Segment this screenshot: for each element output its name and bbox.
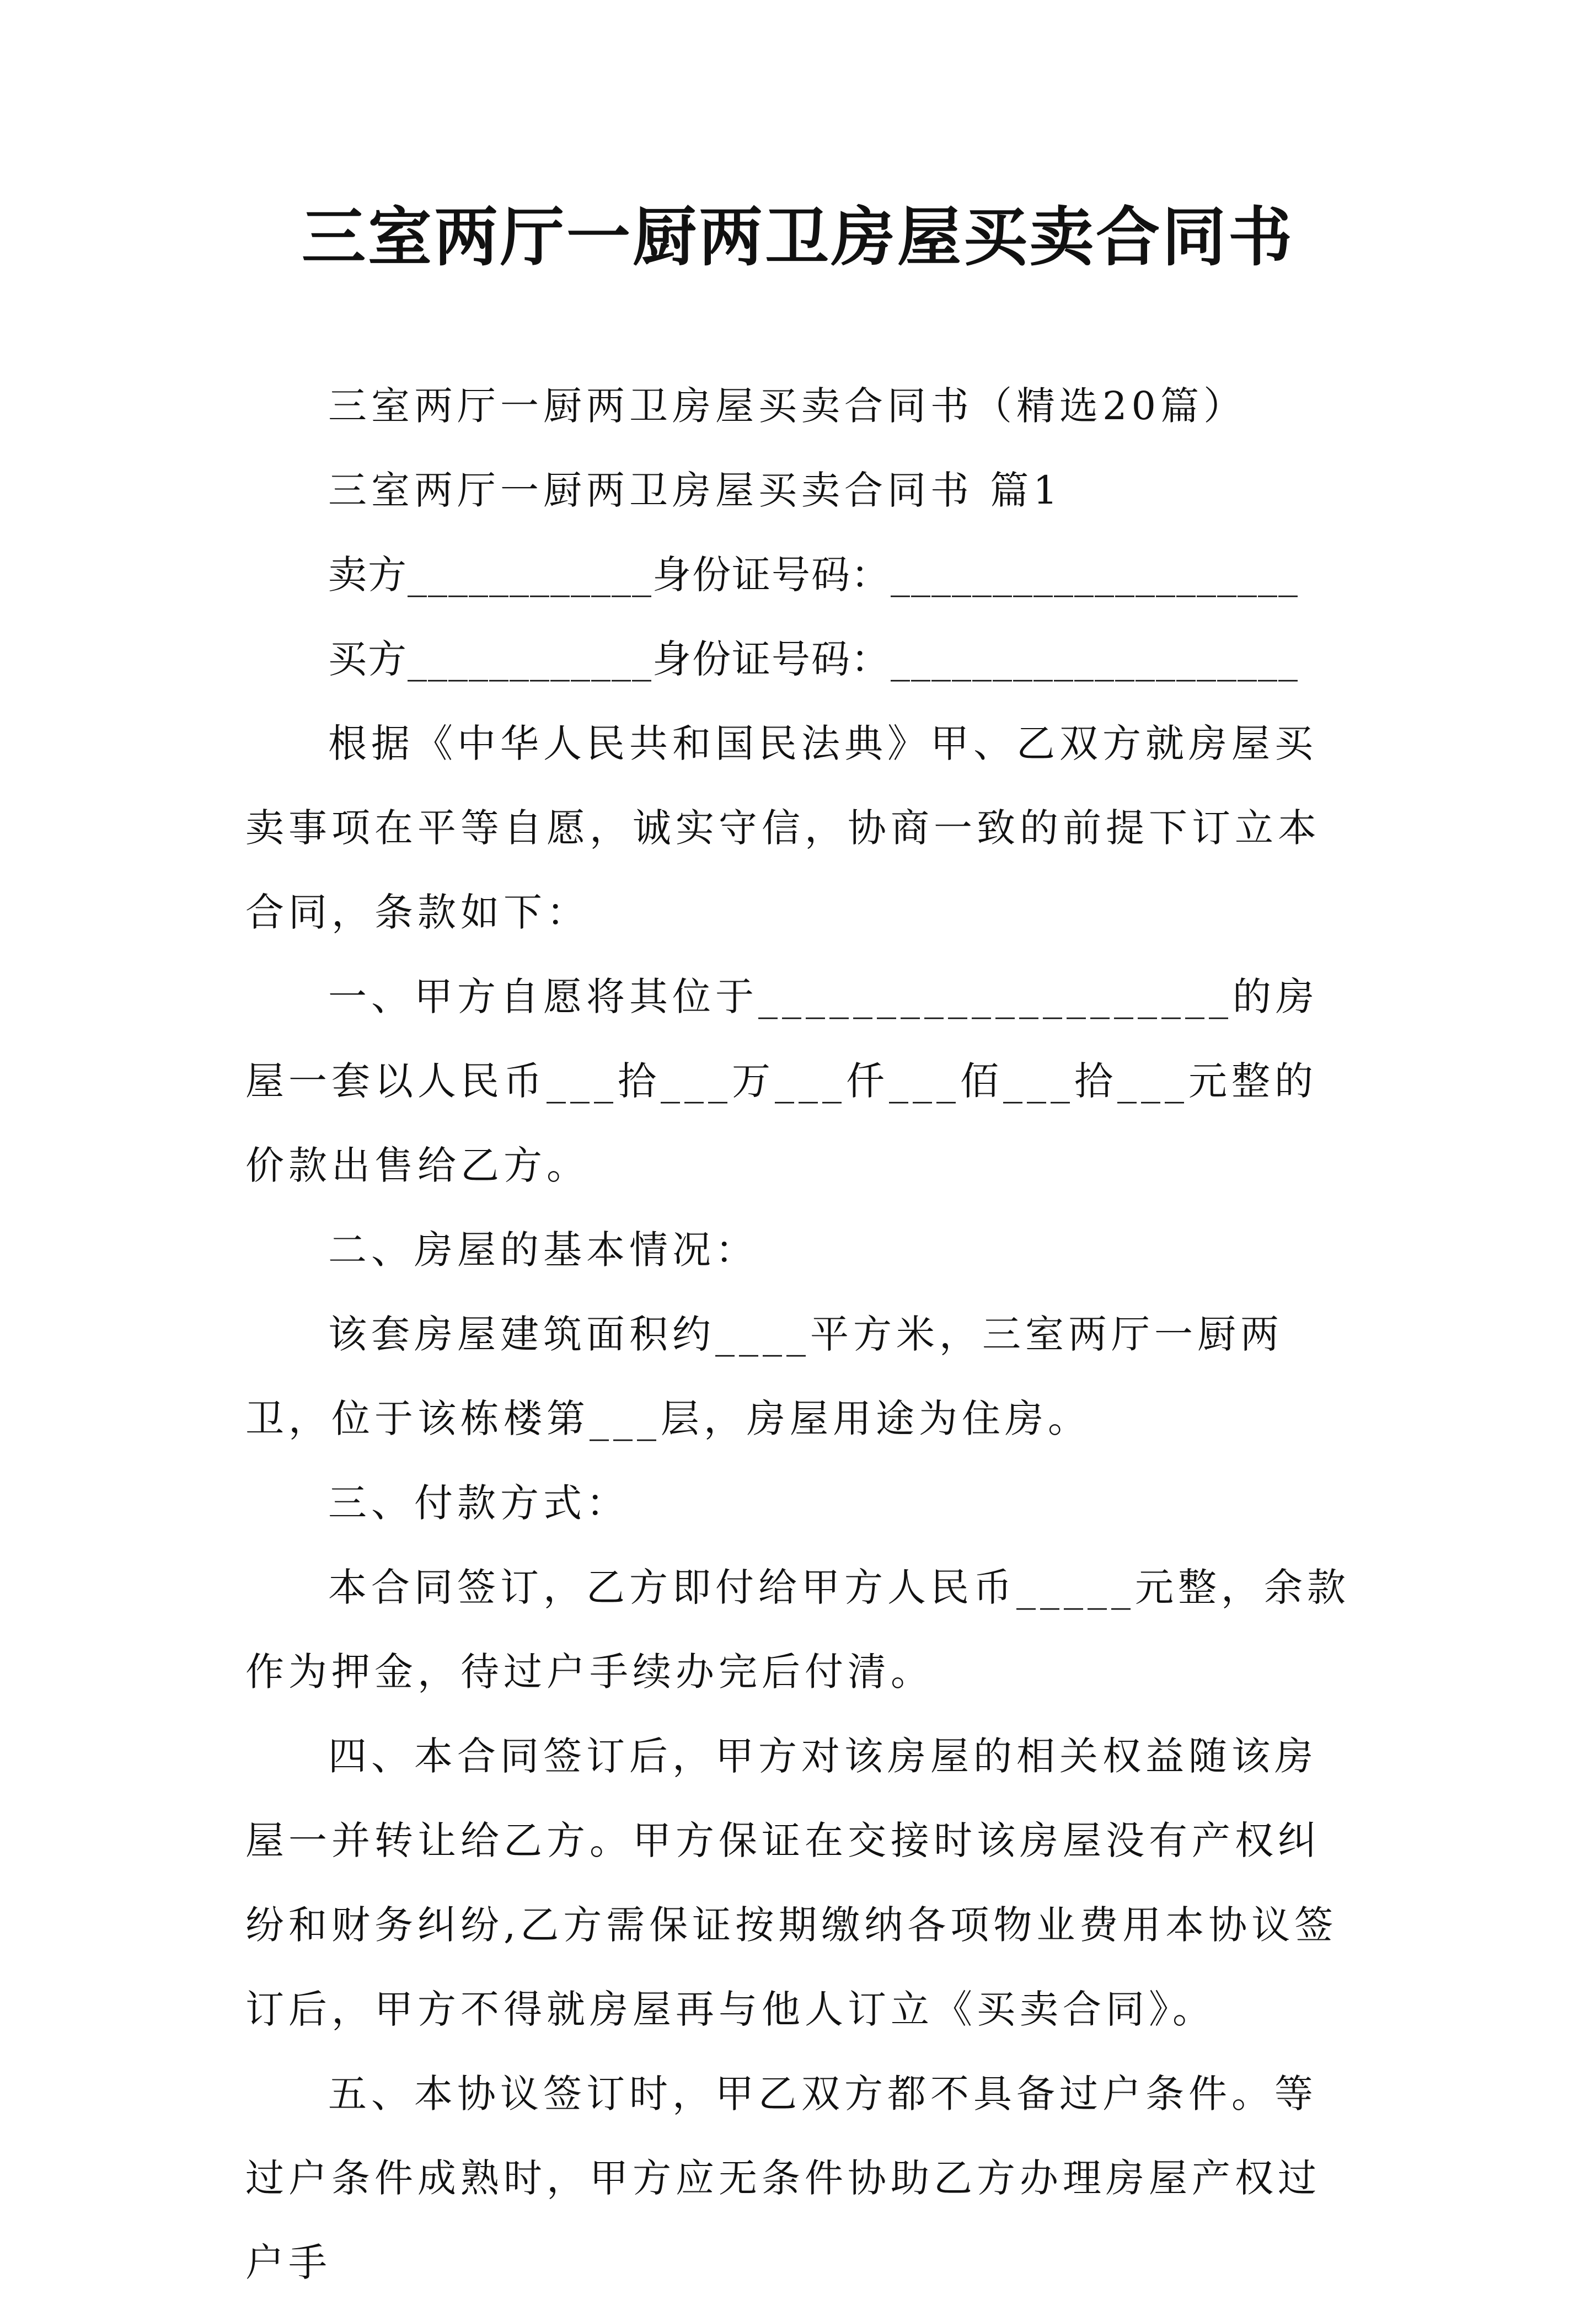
- paragraph-clause-2-body: 该套房屋建筑面积约____平方米，三室两厅一厨两卫，位于该栋楼第___层，房屋用途为住房。: [245, 1312, 1283, 1441]
- paragraph-clause-4: 四、本合同签订后，甲方对该房屋的相关权益随该房屋一并转让给乙方。甲方保证在交接时该房屋没有产权纠纷和财务纠纷,乙方需保证按期缴纳各项物业费用本协议签订后，甲方不得就房屋再与他人订立《买卖合同》。: [245, 1734, 1338, 2032]
- paragraph-buyer-line: 买方____________身份证号码：____________________: [328, 637, 1299, 682]
- paragraph-clause-1: 一、甲方自愿将其位于____________________的房屋一套以人民币___拾___万___仟___佰___拾___元整的价款出售给乙方。: [245, 974, 1319, 1188]
- paragraph-clause-3-heading: 三、付款方式：: [328, 1480, 629, 1526]
- document-body: [245, 364, 1359, 2305]
- paragraph-clause-3-body: 本合同签订，乙方即付给甲方人民币_____元整，余款作为押金，待过户手续办完后付清。: [245, 1565, 1350, 1694]
- paragraph-clause-2-heading: 二、房屋的基本情况：: [328, 1227, 758, 1272]
- document-title: 三室两厅一厨两卫房屋买卖合同书: [302, 200, 1294, 275]
- paragraph-seller-line: 卖方____________身份证号码：____________________: [328, 552, 1299, 597]
- paragraph-section-heading: 三室两厅一厨两卫房屋买卖合同书 篇1: [328, 468, 1062, 513]
- paragraph-clause-5: 五、本协议签订时，甲乙双方都不具备过户条件。等过户条件成熟时，甲方应无条件协助乙方办理房屋产权过户手: [245, 2071, 1321, 2285]
- paragraph-subtitle: 三室两厅一厨两卫房屋买卖合同书（精选20篇）: [328, 383, 1247, 429]
- paragraph-preamble: 根据《中华人民共和国民法典》甲、乙双方就房屋买卖事项在平等自愿，诚实守信，协商一致的前提下订立本合同，条款如下：: [245, 721, 1321, 935]
